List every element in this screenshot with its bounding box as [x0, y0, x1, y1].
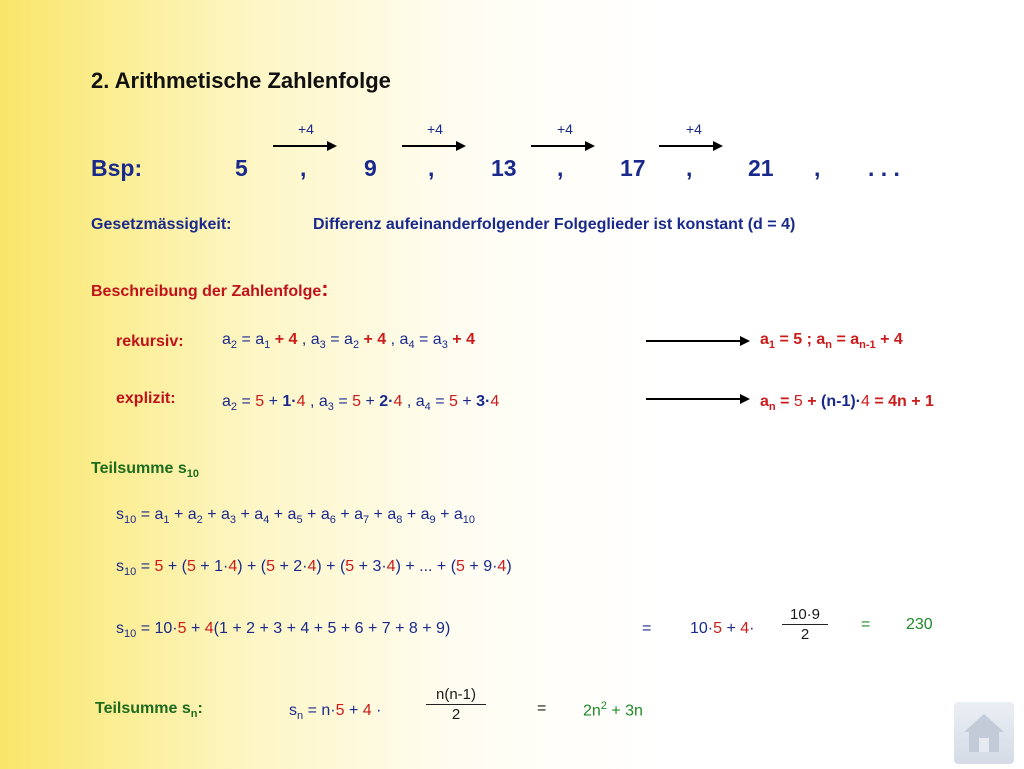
arrow-right-icon	[273, 145, 329, 147]
formula-run: =	[303, 702, 322, 719]
home-icon	[954, 702, 1014, 764]
fraction-denominator: 2	[451, 706, 461, 723]
formula-run: 2	[230, 401, 238, 414]
formula-run: , a	[402, 393, 425, 410]
partial-sum-10-line-1	[116, 506, 475, 526]
formula-run: 5	[186, 558, 196, 575]
formula-run: ·	[371, 702, 382, 719]
partial-sum-10-equals: =	[642, 620, 652, 637]
formula-run: 2	[352, 339, 360, 352]
formula-run: 2	[230, 339, 238, 352]
partial-sum-10-heading	[91, 460, 199, 480]
formula-run: + a	[435, 506, 463, 523]
recursive-formula	[222, 331, 475, 351]
formula-run: +	[722, 620, 741, 637]
formula-run: = 10·	[136, 620, 178, 637]
description-heading-colon: :	[321, 276, 329, 301]
formula-run: , a	[305, 393, 328, 410]
formula-run: + a	[269, 506, 297, 523]
formula-run: 5	[335, 702, 345, 719]
formula-run: 5	[266, 558, 276, 575]
formula-run: +	[264, 393, 283, 410]
formula-run: a	[222, 331, 231, 348]
formula-run: 2	[600, 700, 607, 712]
formula-run: =	[237, 393, 256, 410]
partial-sum-n-fraction	[426, 686, 486, 723]
arrow-right-icon	[531, 145, 587, 147]
partial-sum-n-heading-text: Teilsumme s	[95, 700, 191, 717]
formula-run: n	[768, 401, 776, 414]
formula-run: 2·	[379, 393, 394, 410]
formula-run: 5	[255, 393, 265, 410]
formula-run: (1 + 2 + 3 + 4 + 5 + 6 + 7 + 8 + 9)	[213, 620, 451, 637]
formula-run: +	[457, 393, 477, 410]
formula-run: 3	[327, 401, 334, 414]
sequence-term: 17	[620, 155, 646, 181]
formula-run: 3	[441, 339, 448, 352]
formula-run: + 4	[270, 331, 298, 348]
formula-run: + 2·	[275, 558, 308, 575]
example-label: Bsp:	[91, 155, 143, 181]
partial-sum-n-equals: =	[537, 700, 547, 717]
arrow-right-icon	[646, 398, 742, 400]
difference-label: +4	[298, 121, 314, 137]
fraction-bar	[782, 624, 828, 625]
difference-label: +4	[557, 121, 573, 137]
formula-run: 4	[362, 702, 372, 719]
formula-run: +	[802, 393, 822, 410]
formula-run: = a	[414, 331, 442, 348]
sequence-ellipsis: . . .	[868, 155, 900, 181]
formula-run: + (	[163, 558, 187, 575]
formula-run: 1	[264, 339, 271, 352]
sequence-separator: ,	[300, 155, 307, 181]
partial-sum-10-fraction	[782, 606, 828, 643]
formula-run: =	[136, 558, 155, 575]
sequence-separator: ,	[686, 155, 693, 181]
formula-run: 4	[424, 401, 431, 414]
formula-run: + 4	[447, 331, 475, 348]
formula-run: + a	[335, 506, 363, 523]
partial-sum-10-heading-text: Teilsumme s	[91, 460, 187, 477]
formula-run: = 5 ; a	[775, 331, 826, 348]
sequence-separator: ,	[557, 155, 564, 181]
formula-run: s	[116, 506, 124, 523]
formula-run: , a	[297, 331, 320, 348]
description-heading-text: Beschreibung der Zahlenfolge	[91, 283, 322, 300]
arrow-right-icon	[646, 340, 742, 342]
formula-run: + 3·	[354, 558, 387, 575]
formula-run: a	[760, 393, 769, 410]
difference-label: +4	[427, 121, 443, 137]
partial-sum-n-heading-colon: :	[197, 700, 203, 717]
formula-run: 3	[229, 514, 237, 527]
formula-run: 2n	[583, 702, 601, 720]
recursive-label: rekursiv:	[116, 333, 184, 350]
formula-run: + 9·	[464, 558, 498, 575]
partial-sum-10-step	[690, 620, 755, 638]
arrow-head-icon	[713, 141, 723, 151]
fraction-bar	[426, 704, 486, 705]
formula-run: 5	[793, 393, 803, 410]
formula-run: 5	[296, 514, 303, 527]
formula-run: s	[116, 558, 124, 575]
formula-run: =	[775, 393, 794, 410]
formula-run: 8	[396, 514, 403, 527]
formula-run: 10	[462, 514, 476, 527]
formula-run: ) + (	[316, 558, 346, 575]
formula-run: 9	[429, 514, 436, 527]
formula-run: n·	[321, 702, 336, 719]
formula-run: + a	[402, 506, 430, 523]
formula-run: 1	[163, 514, 170, 527]
formula-run: 4	[408, 339, 415, 352]
formula-run: +	[186, 620, 205, 637]
formula-run: = a	[237, 331, 265, 348]
rule-label: Gesetzmässigkeit:	[91, 216, 232, 233]
formula-run: 5	[352, 393, 362, 410]
formula-run: + 4	[875, 331, 903, 348]
formula-run: 5	[449, 393, 458, 410]
partial-sum-n-heading	[95, 700, 203, 720]
formula-run: 7	[362, 514, 370, 527]
formula-run: 10·	[690, 620, 714, 637]
formula-run: 6	[329, 514, 336, 527]
formula-run: ) + ... + (	[395, 558, 457, 575]
recursive-result	[760, 331, 903, 351]
fraction-numerator: 10·9	[789, 606, 821, 623]
explicit-label: explizit:	[116, 390, 176, 407]
formula-run: + a	[202, 506, 230, 523]
formula-run: s	[289, 702, 297, 719]
formula-run: 1·	[282, 393, 297, 410]
explicit-result	[760, 393, 934, 413]
arrow-right-icon	[402, 145, 458, 147]
formula-run: + 3n	[606, 702, 643, 720]
formula-run: 4	[490, 393, 500, 410]
formula-run: = a	[832, 331, 860, 348]
partial-sum-n-lhs	[289, 702, 381, 722]
formula-run: +	[344, 702, 363, 719]
formula-run: 10	[124, 628, 137, 641]
sequence-term: 21	[748, 155, 774, 181]
formula-run: 2	[196, 514, 203, 527]
formula-run: 4	[228, 558, 238, 575]
formula-run: + a	[302, 506, 330, 523]
formula-run: = a	[325, 331, 353, 348]
arrow-head-icon	[456, 141, 466, 151]
formula-run: 3·	[476, 393, 491, 410]
partial-sum-10-heading-sub: 10	[186, 468, 199, 481]
description-heading	[91, 276, 329, 302]
formula-run: n-1	[859, 339, 876, 352]
formula-run: + a	[369, 506, 397, 523]
formula-run: 5	[456, 558, 465, 575]
home-button[interactable]	[954, 702, 1014, 764]
partial-sum-10-line-2	[116, 558, 512, 578]
formula-run: = a	[136, 506, 164, 523]
formula-run: (n-1)·	[821, 393, 861, 410]
formula-run: 4	[296, 393, 306, 410]
arrow-head-icon	[740, 394, 750, 404]
formula-run: ·	[749, 620, 755, 637]
formula-run: + 4	[359, 331, 387, 348]
formula-run: a	[222, 393, 231, 410]
fraction-denominator: 2	[800, 626, 810, 643]
arrow-head-icon	[327, 141, 337, 151]
fraction-numerator: n(n-1)	[435, 686, 476, 703]
formula-run: 4	[393, 393, 403, 410]
formula-run: 4	[204, 620, 214, 637]
formula-run: 5	[177, 620, 187, 637]
partial-sum-10-line-3	[116, 620, 450, 640]
formula-run: = 4n + 1	[869, 393, 934, 410]
partial-sum-10-equals-2: =	[861, 616, 871, 633]
formula-run: 3	[319, 339, 326, 352]
difference-label: +4	[686, 121, 702, 137]
formula-run: n	[297, 710, 304, 723]
partial-sum-n-heading-sub: n	[190, 708, 198, 721]
formula-run: a	[760, 331, 769, 348]
formula-run: 4	[740, 620, 750, 637]
formula-run: , a	[386, 331, 409, 348]
partial-sum-10-result: 230	[906, 616, 933, 633]
formula-run: 4	[861, 393, 870, 410]
formula-run: + a	[169, 506, 197, 523]
sequence-separator: ,	[814, 155, 821, 181]
formula-run: 5	[154, 558, 164, 575]
formula-run: ) + (	[237, 558, 267, 575]
formula-run: 4	[497, 558, 507, 575]
sequence-term: 9	[364, 155, 377, 181]
formula-run: + 1·	[195, 558, 229, 575]
rule-text: Differenz aufeinanderfolgender Folgeglieder ist konstant (d = 4)	[313, 216, 796, 233]
formula-run: 5	[345, 558, 355, 575]
formula-run: 4	[386, 558, 396, 575]
formula-run: 10	[124, 566, 137, 579]
sequence-term: 13	[491, 155, 517, 181]
page-title: 2. Arithmetische Zahlenfolge	[91, 68, 391, 93]
formula-run: =	[333, 393, 353, 410]
sequence-separator: ,	[428, 155, 435, 181]
formula-run: 4	[263, 514, 270, 527]
sequence-term: 5	[235, 155, 248, 181]
formula-run: s	[116, 620, 124, 637]
formula-run: +	[361, 393, 380, 410]
explicit-formula	[222, 393, 499, 413]
formula-run: =	[430, 393, 450, 410]
formula-run: n	[825, 339, 833, 352]
formula-run: + a	[236, 506, 264, 523]
formula-run: 5	[713, 620, 723, 637]
formula-run: 1	[768, 339, 776, 352]
formula-run: )	[506, 558, 512, 575]
arrow-right-icon	[659, 145, 715, 147]
arrow-head-icon	[740, 336, 750, 346]
formula-run: 4	[307, 558, 317, 575]
partial-sum-n-result	[583, 700, 643, 720]
arrow-head-icon	[585, 141, 595, 151]
formula-run: 10	[124, 514, 137, 527]
